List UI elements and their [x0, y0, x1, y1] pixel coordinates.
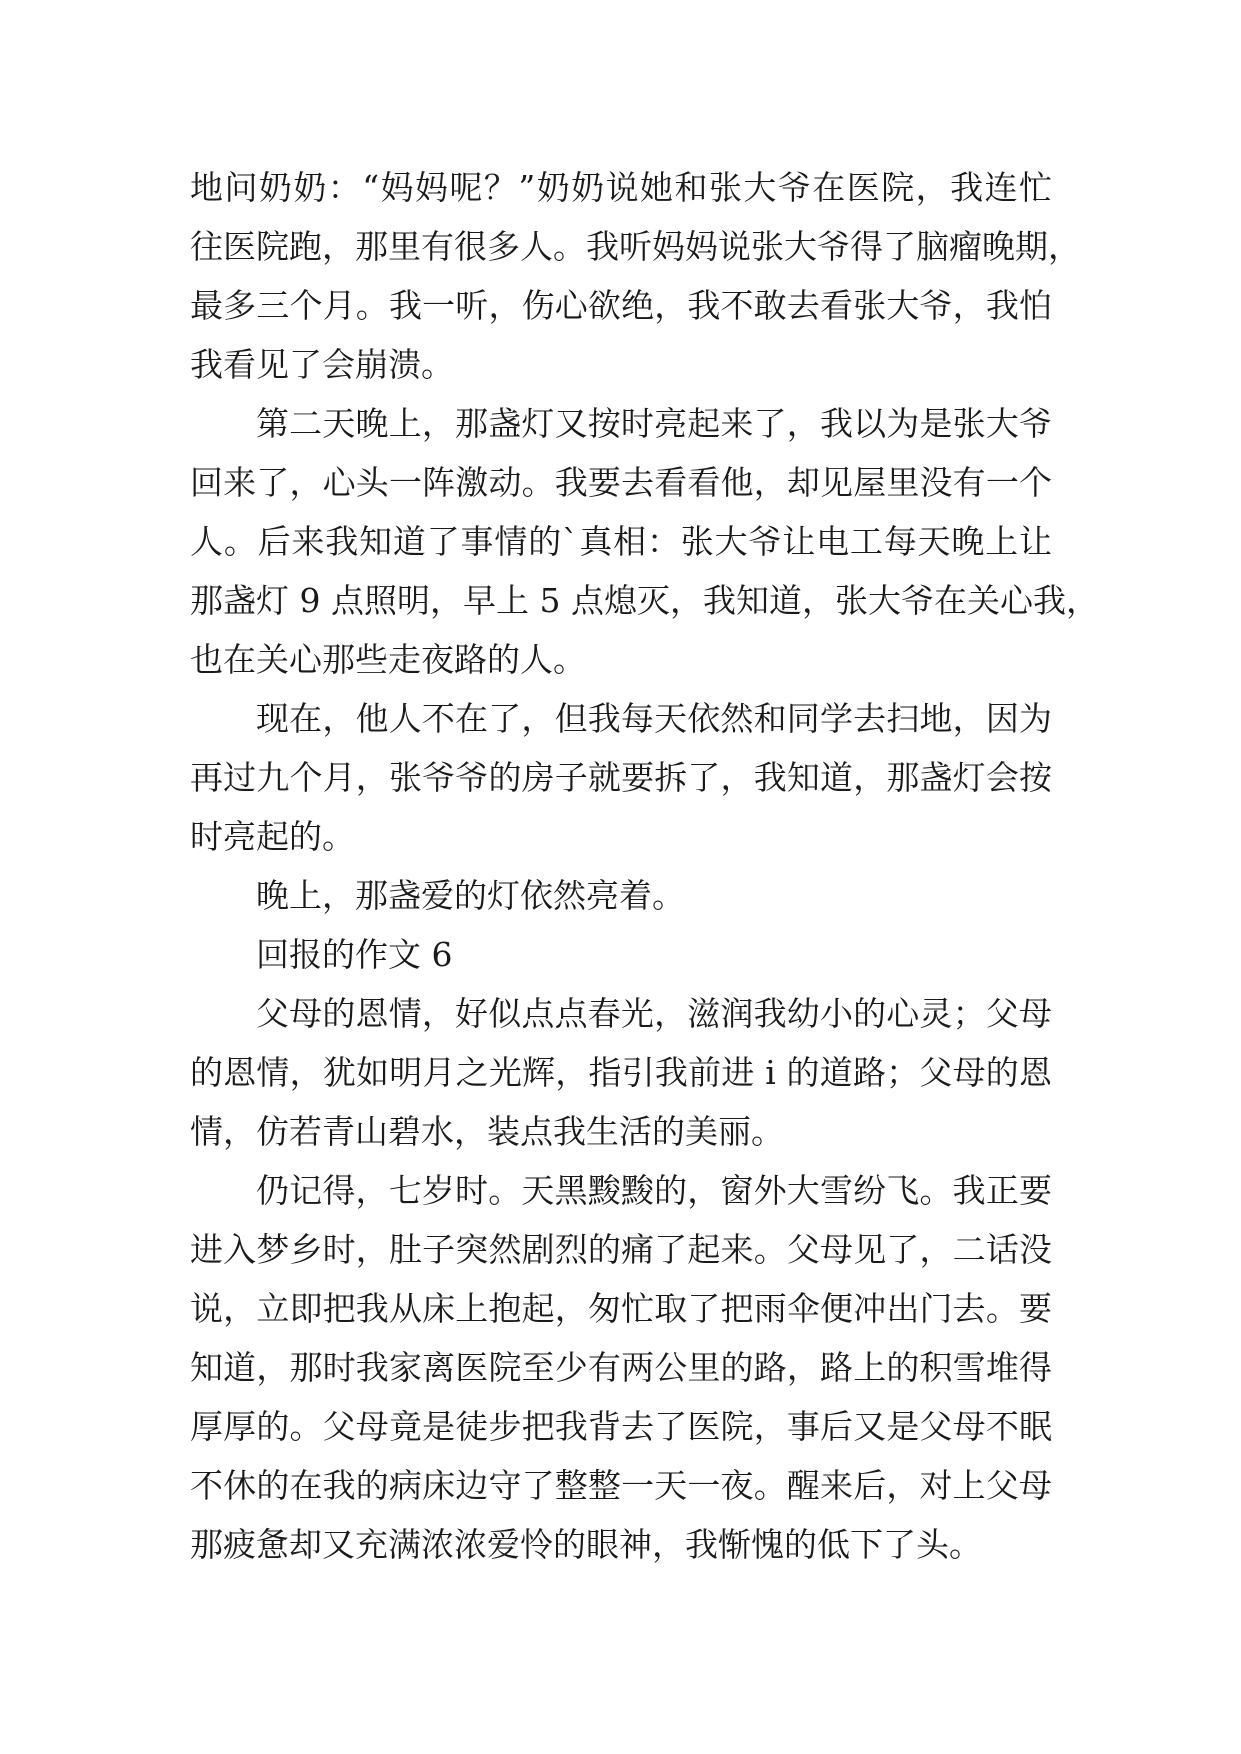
paragraph-first-line: 仍记得，七岁时。天黑黢黢的，窗外大雪纷飞。我正要	[256, 1171, 1052, 1210]
text-line: 那疲惫却又充满浓浓爱怜的眼神，我惭愧的低下了头。	[190, 1525, 982, 1564]
text-line: 的恩情，犹如明月之光辉，指引我前进 i 的道路；父母的恩	[190, 1053, 1052, 1092]
paragraph-first-line: 晚上，那盏爱的灯依然亮着。	[256, 876, 685, 915]
text-line: 知道，那时我家离医院至少有两公里的路，路上的积雪堆得	[190, 1348, 1052, 1387]
text-line: 也在关心那些走夜路的人。	[190, 640, 586, 679]
text-line: 情，仿若青山碧水，装点我生活的美丽。	[190, 1112, 784, 1151]
text-line: 进入梦乡时，肚子突然剧烈的痛了起来。父母见了，二话没	[190, 1230, 1052, 1269]
text-line: 厚厚的。父母竟是徒步把我背去了医院，事后又是父母不眠	[190, 1407, 1052, 1446]
text-line: 时亮起的。	[190, 817, 355, 856]
paragraph-first-line: 第二天晚上，那盏灯又按时亮起来了，我以为是张大爷	[256, 404, 1052, 443]
text-line: 最多三个月。我一听，伤心欲绝，我不敢去看张大爷，我怕	[190, 286, 1052, 325]
paragraph-first-line: 父母的恩情，好似点点春光，滋润我幼小的心灵；父母	[256, 994, 1052, 1033]
text-line: 我看见了会崩溃。	[190, 345, 454, 384]
essay-text-body	[190, 158, 1099, 1574]
paragraph-first-line: 现在，他人不在了，但我每天依然和同学去扫地，因为	[256, 699, 1052, 738]
text-line: 地问奶奶：“妈妈呢？”奶奶说她和张大爷在医院，我连忙	[190, 168, 1052, 207]
text-line: 往医院跑，那里有很多人。我听妈妈说张大爷得了脑瘤晚期，	[190, 227, 1081, 266]
text-line: 人。后来我知道了事情的`真相：张大爷让电工每天晚上让	[190, 522, 1052, 561]
section-heading: 回报的作文 6	[256, 935, 453, 974]
text-line: 不休的在我的病床边守了整整一天一夜。醒来后，对上父母	[190, 1466, 1052, 1505]
text-line: 说，立即把我从床上抱起，匆忙取了把雨伞便冲出门去。要	[190, 1289, 1052, 1328]
text-line: 再过九个月，张爷爷的房子就要拆了，我知道，那盏灯会按	[190, 758, 1052, 797]
text-line: 那盏灯 9 点照明，早上 5 点熄灭，我知道，张大爷在关心我，	[190, 581, 1099, 620]
text-line: 回来了，心头一阵激动。我要去看看他，却见屋里没有一个	[190, 463, 1052, 502]
